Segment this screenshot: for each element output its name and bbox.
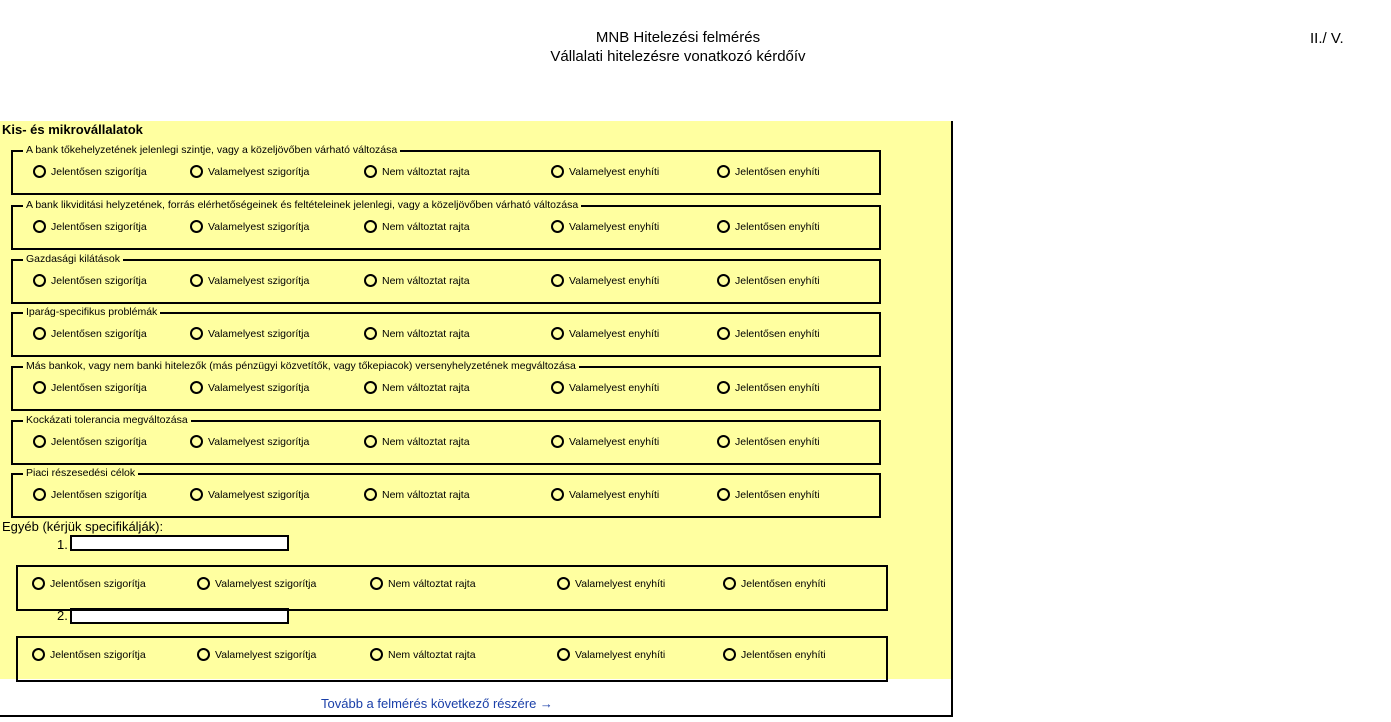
radio-button[interactable]: [33, 488, 46, 501]
radio-button[interactable]: [33, 435, 46, 448]
option-label: Valamelyest enyhíti: [575, 577, 666, 590]
radio-button[interactable]: [723, 648, 736, 661]
option-label: Jelentősen szigorítja: [50, 577, 146, 590]
option-label: Nem változtat rajta: [382, 488, 470, 501]
option-label: Valamelyest szigorítja: [208, 488, 310, 501]
answer-option[interactable]: [551, 381, 659, 394]
question-label: A bank tőkehelyzetének jelenlegi szintje, vagy a közeljövőben várható változása: [23, 144, 400, 156]
other-answer-option[interactable]: [197, 577, 316, 590]
answer-option[interactable]: [551, 435, 659, 448]
radio-button[interactable]: [190, 165, 203, 178]
other-input-1[interactable]: [70, 535, 289, 551]
option-label: Valamelyest enyhíti: [569, 220, 660, 233]
other-label: Egyéb (kérjük specifikálják):: [2, 519, 164, 534]
radio-button[interactable]: [364, 274, 377, 287]
option-label: Valamelyest szigorítja: [215, 648, 317, 661]
radio-button[interactable]: [717, 274, 730, 287]
question-label: Kockázati tolerancia megváltozása: [23, 414, 191, 426]
radio-button[interactable]: [190, 220, 203, 233]
radio-button[interactable]: [364, 327, 377, 340]
other-answer-option[interactable]: [557, 648, 665, 661]
answer-option[interactable]: [33, 381, 147, 394]
question-group: [11, 144, 881, 195]
answer-option[interactable]: [33, 488, 147, 501]
option-label: Valamelyest szigorítja: [208, 220, 310, 233]
option-label: Nem változtat rajta: [382, 381, 470, 394]
option-label: Jelentősen szigorítja: [51, 435, 147, 448]
question-group: [11, 306, 881, 357]
page-number: II./ V.: [1310, 30, 1344, 47]
radio-button[interactable]: [364, 435, 377, 448]
radio-button[interactable]: [370, 648, 383, 661]
other-item-number: 2.: [57, 608, 68, 623]
other-answer-option[interactable]: [370, 577, 476, 590]
radio-button[interactable]: [551, 488, 564, 501]
question-group: [11, 467, 881, 518]
answer-option[interactable]: [190, 435, 309, 448]
option-label: Jelentősen enyhíti: [735, 435, 820, 448]
answer-option[interactable]: [364, 435, 470, 448]
other-answer-option[interactable]: [557, 577, 665, 590]
answer-option[interactable]: [190, 381, 309, 394]
radio-button[interactable]: [551, 274, 564, 287]
radio-button[interactable]: [33, 381, 46, 394]
option-label: Jelentősen enyhíti: [735, 381, 820, 394]
option-label: Jelentősen szigorítja: [51, 327, 147, 340]
other-answer-option[interactable]: [197, 648, 316, 661]
option-label: Jelentősen szigorítja: [51, 220, 147, 233]
radio-button[interactable]: [364, 165, 377, 178]
answer-option[interactable]: [364, 274, 470, 287]
answer-option[interactable]: [717, 165, 820, 178]
option-label: Nem változtat rajta: [382, 220, 470, 233]
option-label: Nem változtat rajta: [382, 165, 470, 178]
option-label: Jelentősen enyhíti: [735, 220, 820, 233]
option-label: Jelentősen enyhíti: [735, 327, 820, 340]
answer-option[interactable]: [364, 381, 470, 394]
other-answer-option[interactable]: [723, 577, 826, 590]
option-label: Valamelyest szigorítja: [208, 435, 310, 448]
other-answer-option[interactable]: [32, 648, 146, 661]
other-answer-option[interactable]: [32, 577, 146, 590]
radio-button[interactable]: [551, 435, 564, 448]
option-label: Jelentősen enyhíti: [735, 274, 820, 287]
option-label: Valamelyest enyhíti: [569, 381, 660, 394]
radio-button[interactable]: [551, 165, 564, 178]
radio-button[interactable]: [33, 327, 46, 340]
option-label: Valamelyest enyhíti: [569, 435, 660, 448]
question-group: [11, 414, 881, 465]
answer-option[interactable]: [551, 488, 659, 501]
radio-button[interactable]: [190, 488, 203, 501]
radio-button[interactable]: [717, 327, 730, 340]
radio-button[interactable]: [717, 381, 730, 394]
option-label: Valamelyest enyhíti: [569, 165, 660, 178]
option-label: Valamelyest enyhíti: [569, 488, 660, 501]
option-label: Nem változtat rajta: [388, 648, 476, 661]
answer-option[interactable]: [717, 488, 820, 501]
radio-button[interactable]: [32, 648, 45, 661]
other-answer-option[interactable]: [370, 648, 476, 661]
option-label: Valamelyest szigorítja: [215, 577, 317, 590]
question-label: A bank likviditási helyzetének, forrás elérhetőségeinek és feltételeinek jelenlegi, vagy a közeljövőben várható változása: [23, 199, 581, 211]
questionnaire-panel: [0, 121, 953, 717]
other-answer-group: [16, 565, 888, 611]
option-label: Jelentősen enyhíti: [735, 165, 820, 178]
question-group: [11, 199, 881, 250]
option-label: Valamelyest enyhíti: [569, 274, 660, 287]
radio-button[interactable]: [33, 165, 46, 178]
questionnaire-subtitle: Vállalati hitelezésre vonatkozó kérdőív: [550, 48, 806, 65]
answer-option[interactable]: [551, 220, 659, 233]
option-label: Nem változtat rajta: [382, 327, 470, 340]
answer-option[interactable]: [33, 274, 147, 287]
radio-button[interactable]: [190, 381, 203, 394]
other-answer-group: [16, 636, 888, 682]
other-answer-option[interactable]: [723, 648, 826, 661]
radio-button[interactable]: [364, 220, 377, 233]
option-label: Nem változtat rajta: [382, 274, 470, 287]
radio-button[interactable]: [197, 648, 210, 661]
radio-button[interactable]: [370, 577, 383, 590]
option-label: Valamelyest szigorítja: [208, 327, 310, 340]
answer-option[interactable]: [190, 220, 309, 233]
answer-option[interactable]: [33, 327, 147, 340]
option-label: Jelentősen szigorítja: [51, 165, 147, 178]
option-label: Jelentősen enyhíti: [735, 488, 820, 501]
answer-option[interactable]: [190, 274, 309, 287]
question-group: [11, 253, 881, 304]
answer-option[interactable]: [364, 488, 470, 501]
answer-option[interactable]: [717, 435, 820, 448]
radio-button[interactable]: [197, 577, 210, 590]
option-label: Valamelyest enyhíti: [569, 327, 660, 340]
question-label: Más bankok, vagy nem banki hitelezők (más pénzügyi közvetítők, vagy tőkepiacok) versenyhelyzetének megváltozása: [23, 360, 579, 372]
option-label: Jelentősen enyhíti: [741, 648, 826, 661]
answer-option[interactable]: [190, 488, 309, 501]
section-title: Kis- és mikrovállalatok: [2, 122, 143, 137]
radio-button[interactable]: [32, 577, 45, 590]
answer-option[interactable]: [551, 274, 659, 287]
radio-button[interactable]: [190, 274, 203, 287]
radio-button[interactable]: [364, 381, 377, 394]
question-label: Gazdasági kilátások: [23, 253, 123, 265]
option-label: Jelentősen szigorítja: [51, 488, 147, 501]
answer-option[interactable]: [717, 327, 820, 340]
option-label: Valamelyest szigorítja: [208, 274, 310, 287]
survey-title: MNB Hitelezési felmérés: [595, 29, 761, 46]
option-label: Valamelyest enyhíti: [575, 648, 666, 661]
option-label: Nem változtat rajta: [382, 435, 470, 448]
radio-button[interactable]: [33, 220, 46, 233]
radio-button[interactable]: [551, 327, 564, 340]
option-label: Valamelyest szigorítja: [208, 381, 310, 394]
answer-option[interactable]: [717, 274, 820, 287]
answer-option[interactable]: [33, 435, 147, 448]
radio-button[interactable]: [717, 488, 730, 501]
radio-button[interactable]: [551, 220, 564, 233]
radio-button[interactable]: [364, 488, 377, 501]
radio-button[interactable]: [557, 648, 570, 661]
radio-button[interactable]: [723, 577, 736, 590]
question-label: Piaci részesedési célok: [23, 467, 138, 479]
radio-button[interactable]: [190, 327, 203, 340]
radio-button[interactable]: [557, 577, 570, 590]
question-label: Iparág-specifikus problémák: [23, 306, 160, 318]
answer-option[interactable]: [33, 165, 147, 178]
answer-option[interactable]: [717, 220, 820, 233]
answer-option[interactable]: [717, 381, 820, 394]
option-label: Valamelyest szigorítja: [208, 165, 310, 178]
answer-option[interactable]: [364, 327, 470, 340]
other-item-number: 1.: [57, 537, 68, 552]
answer-option[interactable]: [364, 220, 470, 233]
answer-option[interactable]: [33, 220, 147, 233]
radio-button[interactable]: [717, 435, 730, 448]
question-group: [11, 360, 881, 411]
radio-button[interactable]: [717, 165, 730, 178]
answer-option[interactable]: [190, 165, 309, 178]
radio-button[interactable]: [717, 220, 730, 233]
answer-option[interactable]: [551, 165, 659, 178]
option-label: Jelentősen enyhíti: [741, 577, 826, 590]
answer-option[interactable]: [190, 327, 309, 340]
option-label: Jelentősen szigorítja: [51, 381, 147, 394]
option-label: Jelentősen szigorítja: [50, 648, 146, 661]
answer-option[interactable]: [551, 327, 659, 340]
option-label: Nem változtat rajta: [388, 577, 476, 590]
option-label: Jelentősen szigorítja: [51, 274, 147, 287]
radio-button[interactable]: [551, 381, 564, 394]
answer-option[interactable]: [364, 165, 470, 178]
next-section-link[interactable]: Tovább a felmérés következő részére →: [321, 696, 553, 711]
radio-button[interactable]: [33, 274, 46, 287]
radio-button[interactable]: [190, 435, 203, 448]
